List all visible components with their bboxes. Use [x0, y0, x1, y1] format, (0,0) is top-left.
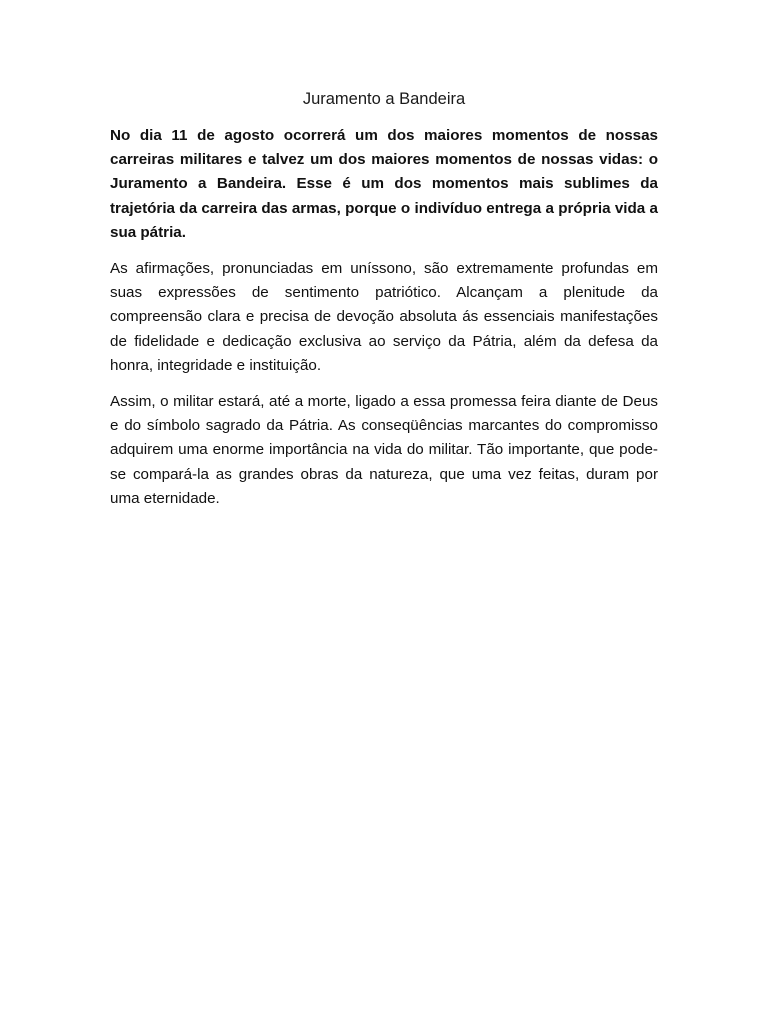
document-body: [110, 124, 658, 523]
paragraph-2: As afirmações, pronunciadas em uníssono, são extremamente profundas em suas expressões de sentimento patriótico. Alcançam a plenitude da compreensão clara e precisa de devoção absoluta ás essenciais manifestações de fidelidade e dedicação exclusiva ao serviço da Pátria, além da defesa da honra, integridade e instituição.: [110, 260, 658, 374]
paragraph-3: Assim, o militar estará, até a morte, ligado a essa promessa feira diante de Deus e do símbolo sagrado da Pátria. As conseqüências marcantes do compromisso adquirem uma enorme importância na vida do militar. Tão importante, que pode-se compará-la as grandes obras da natureza, que uma vez feitas, duram por uma eternidade.: [110, 393, 658, 507]
document-title: Juramento a Bandeira: [302, 90, 466, 108]
paragraph-1: No dia 11 de agosto ocorrerá um dos maiores momentos de nossas carreiras militares e talvez um dos maiores momentos de nossas vidas: o Juramento a Bandeira. Esse é um dos momentos mais sublimes da trajetória da carreira das armas, porque o indivíduo entrega a própria vida a sua pátria.: [110, 127, 658, 241]
